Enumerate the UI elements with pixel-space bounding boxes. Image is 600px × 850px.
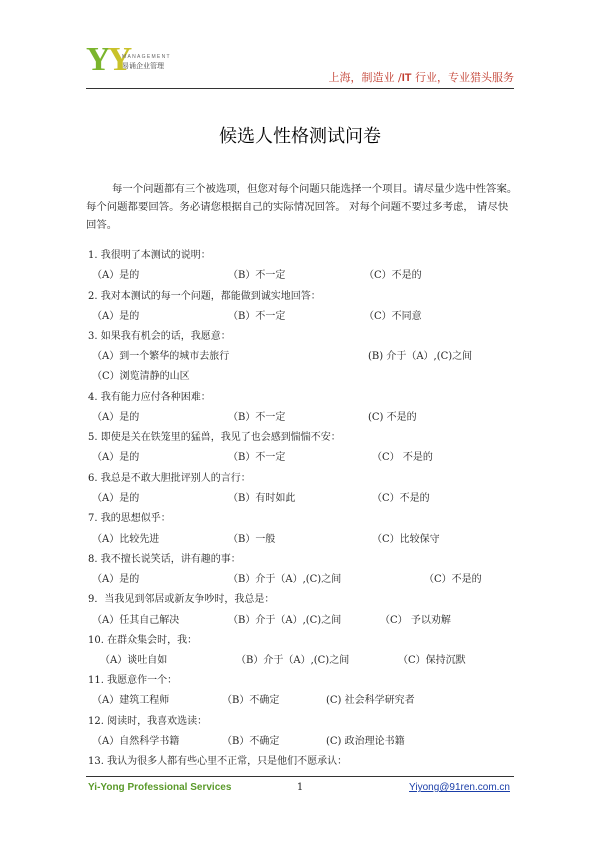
footer-company: Yi-Yong Professional Services bbox=[88, 782, 232, 793]
option-a: （A）是的 bbox=[92, 574, 140, 585]
option-b: （B）有时如此 bbox=[228, 493, 296, 504]
option-b: （B）不一定 bbox=[228, 270, 286, 281]
question-text: 3. 如果我有机会的话，我愿意： bbox=[88, 331, 231, 342]
option-b: （B）介于（A）,(C)之间 bbox=[228, 615, 342, 626]
option-a: （A）建筑工程师 bbox=[92, 695, 170, 706]
instructions-paragraph: 每一个问题都有三个被选项，但您对每个问题只能选择一个项目。请尽量少选中性答案。每个问题都要回答。务必请您根据自己的实际情况回答。 对每个问题不要过多考虑， 请尽快回答。 bbox=[86, 183, 518, 231]
option-c: （C）比较保守 bbox=[372, 534, 440, 545]
option-c: （C） 不是的 bbox=[372, 452, 433, 463]
page-number: 1 bbox=[296, 782, 304, 793]
option-c: （C）不同意 bbox=[364, 311, 422, 322]
option-b: (B) 介于（A）,(C)之间 bbox=[368, 351, 473, 362]
company-logo bbox=[86, 42, 196, 82]
question-text: 1. 我很明了本测试的说明： bbox=[88, 250, 211, 261]
logo-subtitle-chinese: 易诵企业管理 bbox=[122, 62, 164, 70]
option-c: (C) 社会科学研究者 bbox=[326, 695, 415, 706]
option-c: (C) 不是的 bbox=[368, 412, 417, 423]
page-title: 候选人性格测试问卷 bbox=[219, 126, 381, 147]
option-c: （C）浏览清静的山区 bbox=[92, 371, 190, 382]
logo-letters: YY bbox=[86, 41, 130, 78]
footer-email-link[interactable]: Yiyong@91ren.com.cn bbox=[409, 782, 510, 793]
option-a: （A）谈吐自如 bbox=[100, 655, 168, 666]
option-a: （A）比较先进 bbox=[92, 534, 160, 545]
option-a: （A）是的 bbox=[92, 452, 140, 463]
option-c: （C）保持沉默 bbox=[398, 655, 466, 666]
option-c: （C）不是的 bbox=[372, 493, 430, 504]
question-text: 5. 即使是关在铁笼里的猛兽，我见了也会感到惴惴不安： bbox=[88, 432, 341, 443]
logo-subtitle-english: MANAGEMENT bbox=[122, 54, 171, 60]
option-a: （A）是的 bbox=[92, 311, 140, 322]
option-a: （A）是的 bbox=[92, 412, 140, 423]
question-text: 11. 我愿意作一个： bbox=[88, 675, 178, 686]
option-c: （C）不是的 bbox=[364, 270, 422, 281]
option-a: （A）是的 bbox=[92, 270, 140, 281]
option-a: （A）是的 bbox=[92, 493, 140, 504]
question-text: 7. 我的思想似乎： bbox=[88, 513, 171, 524]
option-a: （A）到一个繁华的城市去旅行 bbox=[92, 351, 230, 362]
option-b: （B）介于（A）,(C)之间 bbox=[228, 574, 342, 585]
option-a: （A）自然科学书籍 bbox=[92, 736, 180, 747]
option-c: (C) 政治理论书籍 bbox=[326, 736, 405, 747]
option-b: （B）不确定 bbox=[222, 736, 280, 747]
question-text: 4. 我有能力应付各种困难： bbox=[88, 392, 211, 403]
option-b: （B）不一定 bbox=[228, 311, 286, 322]
question-text: 12. 阅读时，我喜欢选读： bbox=[88, 716, 208, 727]
option-c: （C） 予以劝解 bbox=[380, 615, 451, 626]
question-text: 6. 我总是不敢大胆批评别人的言行： bbox=[88, 473, 251, 484]
header-tagline: 上海，制造业 /IT 行业，专业猎头服务 bbox=[328, 71, 514, 84]
option-b: （B）不确定 bbox=[222, 695, 280, 706]
option-c: （C）不是的 bbox=[424, 574, 482, 585]
question-text: 10. 在群众集会时，我： bbox=[88, 635, 198, 646]
question-text: 8. 我不擅长说笑话，讲有趣的事： bbox=[88, 554, 241, 565]
question-text: 13. 我认为很多人都有些心里不正常，只是他们不愿承认： bbox=[88, 756, 348, 767]
question-text: 9．当我见到邻居或新友争吵时，我总是： bbox=[88, 594, 275, 605]
header-divider bbox=[86, 88, 514, 89]
option-b: （B）不一定 bbox=[228, 452, 286, 463]
option-b: （B）不一定 bbox=[228, 412, 286, 423]
option-b: （B）介于（A）,(C)之间 bbox=[236, 655, 350, 666]
footer-divider bbox=[86, 776, 514, 777]
option-a: （A）任其自己解决 bbox=[92, 615, 180, 626]
option-b: （B）一般 bbox=[228, 534, 276, 545]
question-text: 2. 我对本测试的每一个问题，都能做到诚实地回答： bbox=[88, 291, 321, 302]
